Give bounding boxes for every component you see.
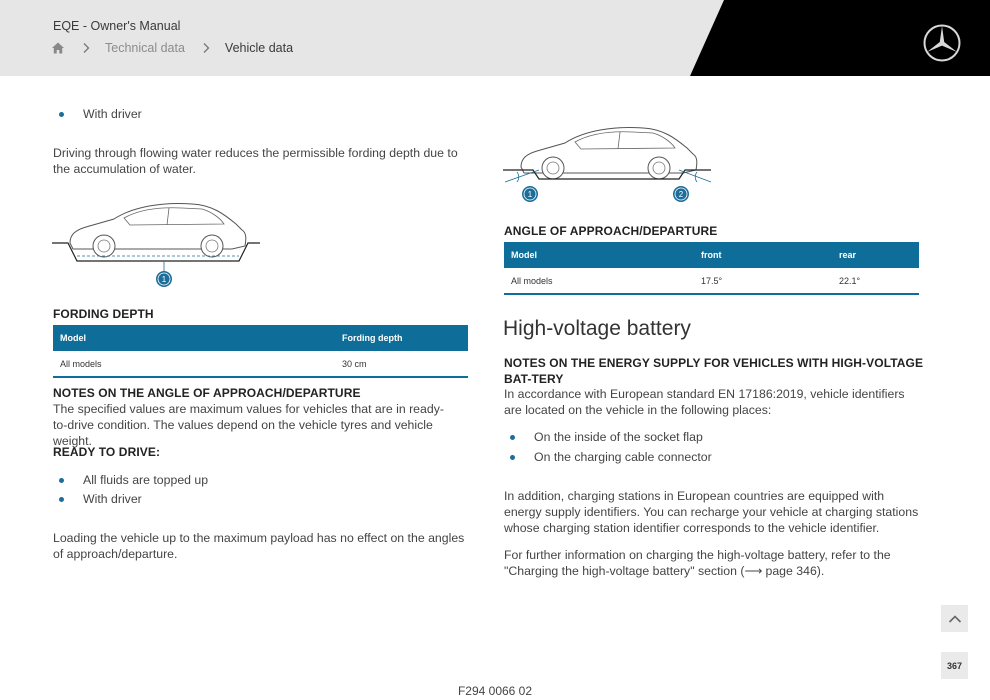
- ready-to-drive-heading: READY TO DRIVE:: [53, 445, 161, 459]
- breadcrumb-link-technical-data[interactable]: Technical data: [105, 41, 185, 55]
- list-item: On the inside of the socket flap: [534, 430, 703, 444]
- fording-depth-table: [53, 325, 468, 378]
- brand-logo-icon[interactable]: [922, 23, 962, 63]
- energy-supply-text: In accordance with European standard EN 17186:2019, vehicle identifiers are located on the vehicle in the following places:: [504, 387, 905, 417]
- list-item: With driver: [83, 492, 142, 506]
- table-row: [504, 268, 919, 294]
- list-item: On the charging cable connector: [534, 450, 712, 464]
- table-header: Fording depth: [335, 325, 468, 351]
- table-cell: 30 cm: [335, 351, 468, 377]
- table-header: Model: [504, 242, 694, 268]
- list-item: With driver: [83, 107, 142, 121]
- table-row: [53, 351, 468, 377]
- table-cell: All models: [53, 351, 335, 377]
- angle-heading: ANGLE OF APPROACH/DEPARTURE: [504, 224, 718, 238]
- breadcrumb: [51, 41, 293, 55]
- home-icon[interactable]: [51, 41, 65, 55]
- fording-depth-figure: [52, 196, 264, 290]
- angle-approach-departure-figure: [503, 120, 715, 206]
- scroll-to-top-button[interactable]: [941, 605, 968, 632]
- further-info-text: For further information on charging the high-voltage battery, refer to the "Charging the high-voltage battery" section (⟶ page 346).: [504, 548, 891, 578]
- notes-angle-text: The specified values are maximum values for vehicles that are in ready-to-drive condition. The values depend on the vehicle tyres and vehicle weight.: [53, 402, 444, 448]
- page-number-button[interactable]: 367: [941, 652, 968, 679]
- table-cell: 17.5°: [694, 268, 832, 294]
- fording-note: Driving through flowing water reduces the permissible fording depth due to the accumulation of water.: [53, 146, 458, 176]
- table-cell: 22.1°: [832, 268, 919, 294]
- table-header: Model: [53, 325, 335, 351]
- charging-stations-text: In addition, charging stations in European countries are equipped with energy supply identifiers. You can recharge your vehicle at charging stations whose charging station identifier corresponds to the vehicle identifier.: [504, 489, 919, 535]
- table-cell: All models: [504, 268, 694, 294]
- list-item: All fluids are topped up: [83, 473, 209, 487]
- breadcrumb-current: Vehicle data: [224, 41, 294, 55]
- footer-code: F294 0066 02: [457, 684, 533, 698]
- callout-label: 2: [678, 190, 684, 199]
- chevron-right-icon: [81, 42, 91, 54]
- table-header: front: [694, 242, 832, 268]
- callout-label: 1: [527, 190, 533, 199]
- manual-title: EQE - Owner's Manual: [53, 19, 181, 33]
- notes-angle-heading: NOTES ON THE ANGLE OF APPROACH/DEPARTURE: [53, 386, 361, 400]
- chevron-up-icon: [948, 614, 962, 624]
- section-title: High-voltage battery: [503, 317, 691, 340]
- callout-label: 1: [161, 275, 167, 284]
- chevron-right-icon: [201, 42, 211, 54]
- fording-depth-heading: FORDING DEPTH: [53, 307, 154, 321]
- energy-supply-heading: NOTES ON THE ENERGY SUPPLY FOR VEHICLES WITH HIGH-VOLTAGE BAT-TERY: [504, 356, 924, 386]
- table-header: rear: [832, 242, 919, 268]
- loading-text: Loading the vehicle up to the maximum payload has no effect on the angles of approach/departure.: [53, 531, 465, 561]
- angle-table: [504, 242, 919, 295]
